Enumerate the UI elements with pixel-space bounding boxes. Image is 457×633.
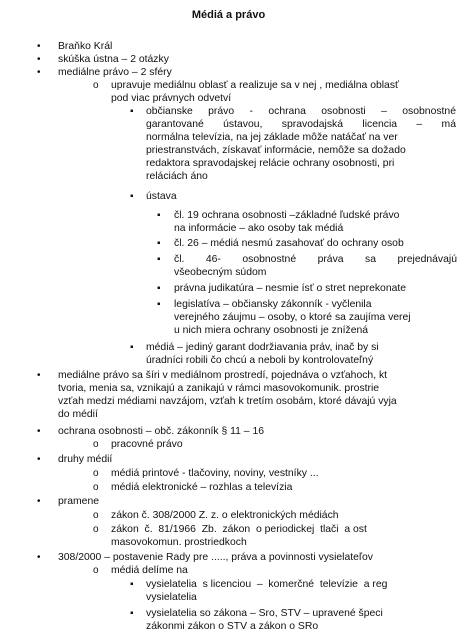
text-line: zákon č. 308/2000 Z. z. o elektronických médiách xyxy=(111,510,339,521)
document-title: Médiá a právo xyxy=(191,9,266,21)
text-line: garantované ústavou, spravodajská licencia – má xyxy=(146,119,456,130)
square-bullet-marker: ▪ xyxy=(157,254,161,265)
sub-bullet-marker: o xyxy=(93,510,99,521)
text-line: médiá elektronické – rozhlas a televízia xyxy=(111,482,293,493)
text-line: pramene xyxy=(58,496,100,507)
text-line: priestranstvách, získavať informácie, nemôže sa dožado xyxy=(146,145,406,156)
bullet-marker: • xyxy=(37,67,41,78)
text-line: médiá printové - tlačoviny, noviny, vestníky ... xyxy=(111,468,319,479)
text-line: upravuje mediálnu oblasť a realizuje sa v nej , mediálna oblasť xyxy=(111,80,399,91)
square-bullet-marker: ▪ xyxy=(130,191,134,202)
square-bullet-marker: ▪ xyxy=(157,299,161,310)
text-line: vzťah medzi médiami navzájom, vzťah k tretím osobám, ktoré dávajú vyja xyxy=(58,396,397,407)
text-line: u nich miera ochrany osobnosti je znížená xyxy=(174,325,369,336)
square-bullet-marker: ▪ xyxy=(157,238,161,249)
text-line: médiá – jediný garant dodržiavania práv, inač by si xyxy=(146,342,379,353)
text-line: ochrana osobnosti – obč. zákonník § 11 – 16 xyxy=(58,426,265,437)
bullet-marker: • xyxy=(37,370,41,381)
text-line: zákonmi zákon o STV a zákon o SRo xyxy=(146,621,319,632)
text-line: mediálne právo – 2 sféry xyxy=(58,67,172,78)
bullet-marker: • xyxy=(37,496,41,507)
text-line: vysielatelia so zákona – Sro, STV – upravené špeci xyxy=(146,608,383,619)
bullet-marker: • xyxy=(37,54,41,65)
text-line: Braňko Král xyxy=(58,41,113,52)
text-line: občianske právo - ochrana osobnosti – osobnostné xyxy=(146,106,456,117)
sub-bullet-marker: o xyxy=(93,565,99,576)
bullet-marker: • xyxy=(37,426,41,437)
text-line: vysielatelia s licenciou – komerčné televízie a reg xyxy=(146,579,388,590)
bullet-marker: • xyxy=(37,41,41,52)
text-line: mediálne právo sa šíri v mediálnom prostredí, pojednáva o vzťahoch, kt xyxy=(58,370,388,381)
text-line: vysielatelia xyxy=(146,592,197,603)
text-line: masovokomun. prostriedkoch xyxy=(111,537,247,548)
square-bullet-marker: ▪ xyxy=(130,106,134,117)
text-line: druhy médií xyxy=(58,454,113,465)
text-line: pracovné právo xyxy=(111,439,183,450)
square-bullet-marker: ▪ xyxy=(130,579,134,590)
bullet-marker: • xyxy=(37,454,41,465)
bullet-marker: • xyxy=(37,552,41,563)
text-line: redaktora spravodajskej relácie ochrany osobnosti, pri xyxy=(146,158,395,169)
sub-bullet-marker: o xyxy=(93,468,99,479)
text-line: zákon č. 81/1966 Zb. zákon o periodickej tlači a ost xyxy=(111,524,367,535)
text-line: do médií xyxy=(58,409,98,420)
square-bullet-marker: ▪ xyxy=(130,608,134,619)
sub-bullet-marker: o xyxy=(93,524,99,535)
text-line: čl. 46- osobnostné práva sa prejednávajú xyxy=(174,254,457,265)
text-line: verejného záujmu – osoby, o ktoré sa zaujíma verej xyxy=(174,312,411,323)
sub-bullet-marker: o xyxy=(93,482,99,493)
text-line: pod viac právnych odvetví xyxy=(111,93,232,104)
text-line: legislatíva – občiansky zákonník - vyčlenila xyxy=(174,299,372,310)
text-line: úradníci robili čo chcú a neboli by kontrolovateľný xyxy=(146,355,374,366)
square-bullet-marker: ▪ xyxy=(130,342,134,353)
text-line: médiá delíme na xyxy=(111,565,188,576)
square-bullet-marker: ▪ xyxy=(157,283,161,294)
text-line: normálna televízia, na jej základe môže natáčať na ver xyxy=(146,132,398,143)
square-bullet-marker: ▪ xyxy=(157,210,161,221)
text-line: skúška ústna – 2 otázky xyxy=(58,54,169,65)
text-line: všeobecným súdom xyxy=(174,267,267,278)
text-line: ústava xyxy=(146,191,177,202)
text-line: tvoria, menia sa, vznikajú a zanikajú v rámci masovokomunik. prostrie xyxy=(58,383,380,394)
sub-bullet-marker: o xyxy=(93,80,99,91)
text-line: reláciách áno xyxy=(146,171,208,182)
text-line: právna judikatúra – nesmie ísť o stret neprekonate xyxy=(174,283,407,294)
text-line: čl. 26 – médiá nesmú zasahovať do ochrany osob xyxy=(174,238,404,249)
text-line: na informácie – ako osoby tak médiá xyxy=(174,223,344,234)
sub-bullet-marker: o xyxy=(93,439,99,450)
text-line: čl. 19 ochrana osobnosti –základné ľudské právo xyxy=(174,210,400,221)
text-line: 308/2000 – postavenie Rady pre ....., práva a povinnosti vysielateľov xyxy=(58,552,373,563)
